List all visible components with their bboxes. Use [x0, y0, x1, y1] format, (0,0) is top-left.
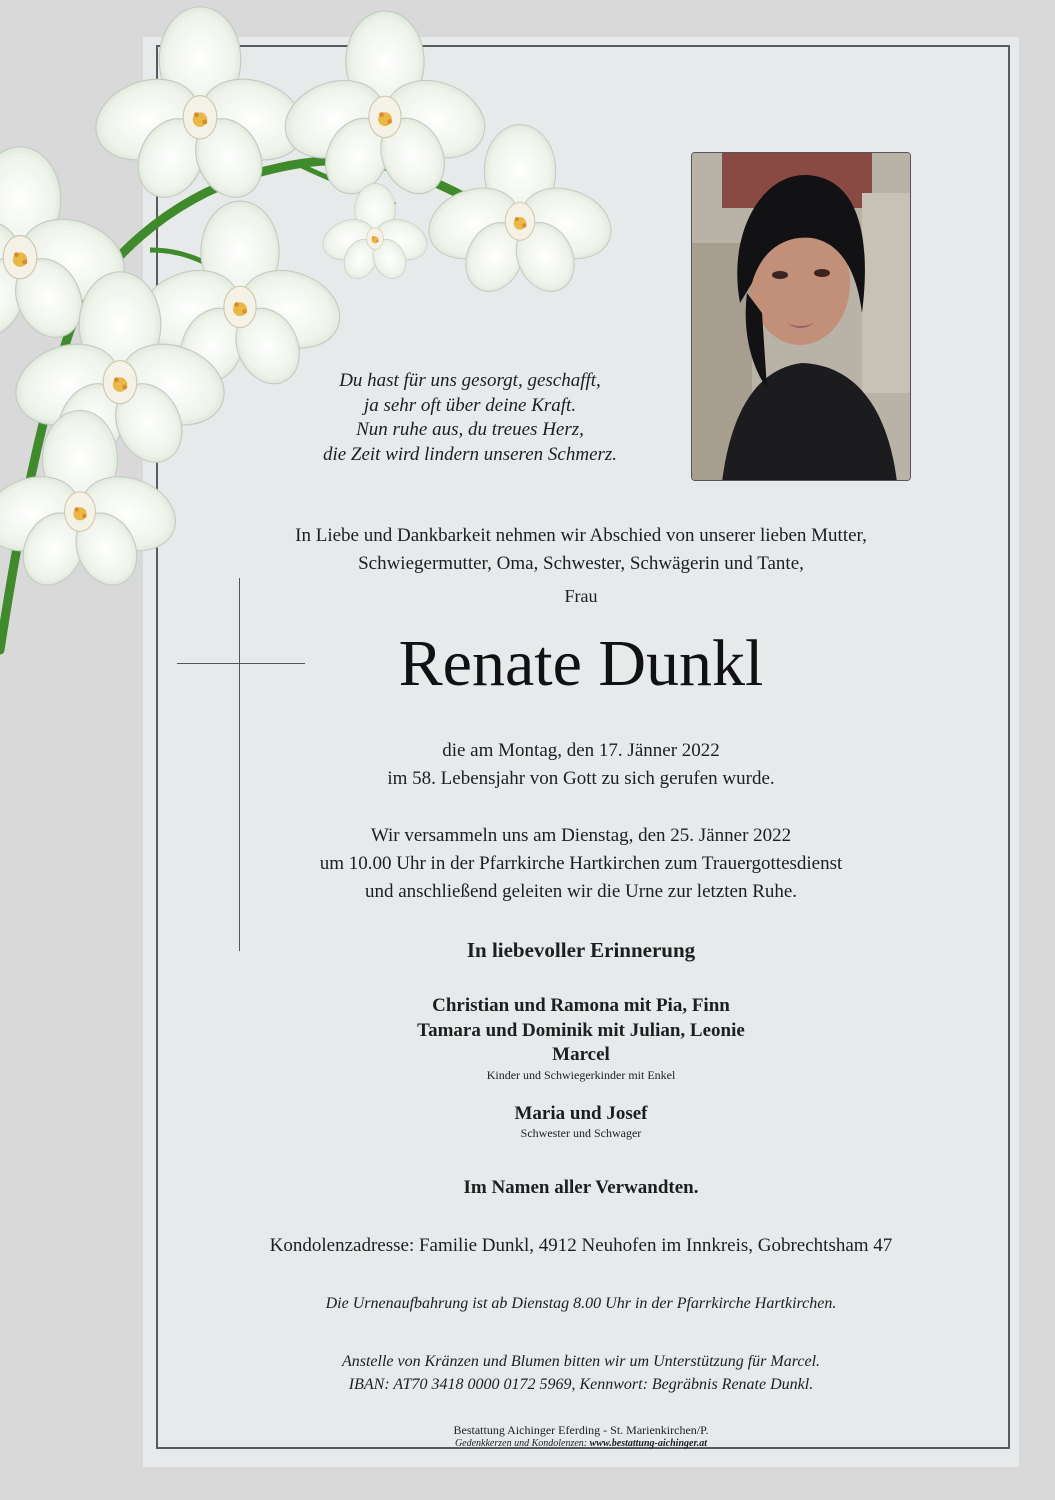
- poem-line: Nun ruhe aus, du treues Herz,: [356, 419, 584, 440]
- poem-line: die Zeit wird lindern unseren Schmerz.: [322, 443, 618, 465]
- service-details: [143, 822, 1019, 906]
- footer-online: [143, 1437, 1019, 1451]
- service-line: um 10.00 Uhr in der Pfarrkirche Hartkirchen zum Trauergottesdienst: [319, 853, 843, 874]
- death-notice: [143, 737, 1019, 793]
- portrait-photo: [691, 152, 911, 481]
- website-link[interactable]: www.bestattung-aichinger.at: [589, 1438, 708, 1449]
- funeral-home: Bestattung Aichinger Eferding - St. Marienkirchen/P.: [453, 1423, 709, 1437]
- service-line: und anschließend geleiten wir die Urne zur letzten Ruhe.: [364, 881, 798, 902]
- poem-line: ja sehr oft über deine Kraft.: [363, 394, 577, 416]
- donation-line: IBAN: AT70 3418 0000 0172 5969, Kennwort: Begräbnis Renate Dunkl.: [348, 1376, 814, 1393]
- death-line: im 58. Lebensjahr von Gott zu sich gerufen wurde.: [387, 768, 775, 789]
- condolence-address: Kondolenzadresse: Familie Dunkl, 4912 Neuhofen im Innkreis, Gobrechtsham 47: [269, 1235, 893, 1256]
- poem-line: Du hast für uns gesorgt, geschafft,: [339, 370, 601, 391]
- deceased-name: Renate Dunkl: [398, 627, 764, 700]
- urn-viewing-note: Die Urnenaufbahrung ist ab Dienstag 8.00 Uhr in der Pfarrkirche Hartkirchen.: [325, 1295, 837, 1312]
- relatives-line: Im Namen aller Verwandten.: [463, 1177, 699, 1198]
- mourner-relation: Kinder und Schwiegerkinder mit Enkel: [486, 1067, 676, 1082]
- mourner-line: Tamara und Dominik mit Julian, Leonie: [417, 1019, 745, 1041]
- intro-text: [143, 522, 1019, 578]
- donation-line: Anstelle von Kränzen und Blumen bitten wir um Unterstützung für Marcel.: [341, 1353, 821, 1370]
- death-line: die am Montag, den 17. Jänner 2022: [442, 740, 720, 761]
- mourner-line: Maria und Josef: [514, 1102, 648, 1124]
- memory-heading: In liebevoller Erinnerung: [466, 938, 696, 962]
- orchid-flower-icon: [0, 0, 620, 680]
- intro-line: In Liebe und Dankbarkeit nehmen wir Abschied von unserer lieben Mutter,: [295, 525, 867, 546]
- intro-line: Schwiegermutter, Oma, Schwester, Schwägerin und Tante,: [358, 553, 804, 574]
- footer-online-label: Gedenkkerzen und Kondolenzen:: [454, 1438, 588, 1449]
- poem: [250, 369, 690, 467]
- mourner-line: Christian und Ramona mit Pia, Finn: [432, 995, 730, 1016]
- salutation: Frau: [564, 586, 598, 606]
- cross-bar: [177, 663, 305, 664]
- footer: [143, 1423, 1019, 1451]
- mourner-line: Marcel: [552, 1044, 610, 1065]
- mourner-relation: Schwester und Schwager: [520, 1126, 642, 1140]
- service-line: Wir versammeln uns am Dienstag, den 25. Jänner 2022: [370, 825, 792, 846]
- donation-note: [143, 1350, 1019, 1396]
- mourners-list: [143, 994, 1019, 1141]
